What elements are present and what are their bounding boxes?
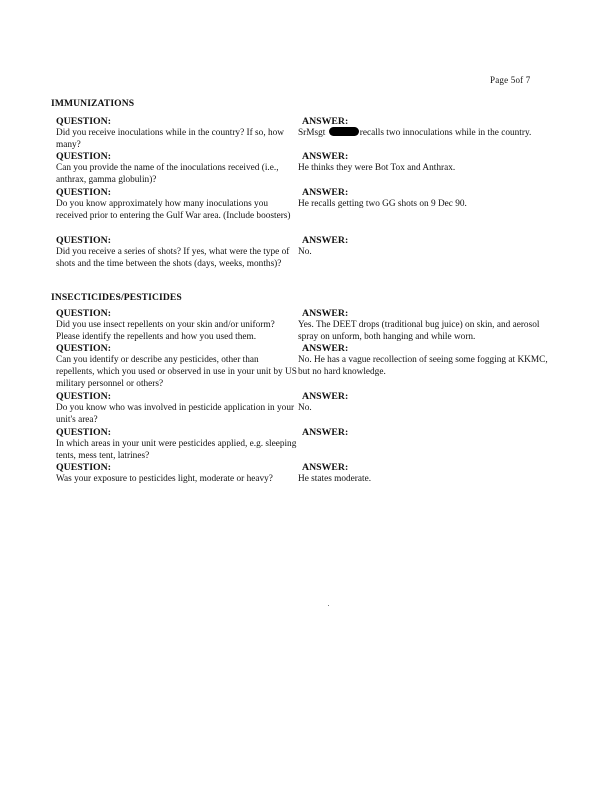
question-label: QUESTION: [56,187,111,198]
question-label: QUESTION: [56,427,111,438]
question-text: Do you know who was involved in pesticide application in your unit's area? [56,403,295,425]
answer-text: No. He has a vague recollection of seeing some fogging at KKMC, but no hard knowledge. [298,355,548,377]
answer-text: No. [298,247,312,257]
answer-text: He recalls getting two GG shots on 9 Dec 90. [298,199,467,209]
question-text: Did you use insect repellents on your skin and/or uniform? Please identify the repellents and how you used them. [56,320,275,342]
question-text: Can you provide the name of the inoculations received (i.e., anthrax, gamma globulin)? [56,163,279,185]
answer-label: ANSWER: [302,235,349,246]
question-label: QUESTION: [56,343,111,354]
question-text: Can you identify or describe any pesticides, other than repellents, which you used or observed in use in your unit by US military personnel or others? [56,355,297,389]
answer-label: ANSWER: [302,343,349,354]
answer-text: He states moderate. [298,474,372,484]
answer-label: ANSWER: [302,391,349,402]
redaction-mark [329,127,359,136]
answer-label: ANSWER: [302,187,349,198]
answer-label: ANSWER: [302,116,349,127]
question-label: QUESTION: [56,308,111,319]
question-text: In which areas in your unit were pesticides applied, e.g. sleeping tents, mess tent, latrines? [56,439,297,461]
answer-text [298,127,556,139]
answer-remainder: recalls two innoculations while in the country. [359,128,532,138]
answer-label: ANSWER: [302,427,349,438]
answer-text: Yes. The DEET drops (traditional bug juice) on skin, and aerosol spray on unform, both hanging and while worn. [298,320,540,342]
scan-speck [328,605,329,606]
section-title-insecticides: INSECTICIDES/PESTICIDES [51,292,182,303]
question-label: QUESTION: [56,116,111,127]
question-label: QUESTION: [56,235,111,246]
question-label: QUESTION: [56,391,111,402]
answer-label: ANSWER: [302,308,349,319]
answer-label: ANSWER: [302,151,349,162]
answer-text: No. [298,403,312,413]
question-label: QUESTION: [56,462,111,473]
answer-prefix: SrMsgt [298,128,326,138]
answer-text: He thinks they were Bot Tox and Anthrax. [298,163,456,173]
question-label: QUESTION: [56,151,111,162]
question-text: Did you receive a series of shots? If yes, what were the type of shots and the time between the shots (days, weeks, months)? [56,247,290,269]
section-title-immunizations: IMMUNIZATIONS [51,98,135,109]
page-number: Page 5of 7 [490,75,531,85]
answer-label: ANSWER: [302,462,349,473]
question-text: Was your exposure to pesticides light, moderate or heavy? [56,474,273,484]
question-text: Did you receive inoculations while in the country? If so, how many? [56,128,284,150]
question-text: Do you know approximately how many inoculations you received prior to entering the Gulf War area. (Include boosters) [56,199,291,221]
